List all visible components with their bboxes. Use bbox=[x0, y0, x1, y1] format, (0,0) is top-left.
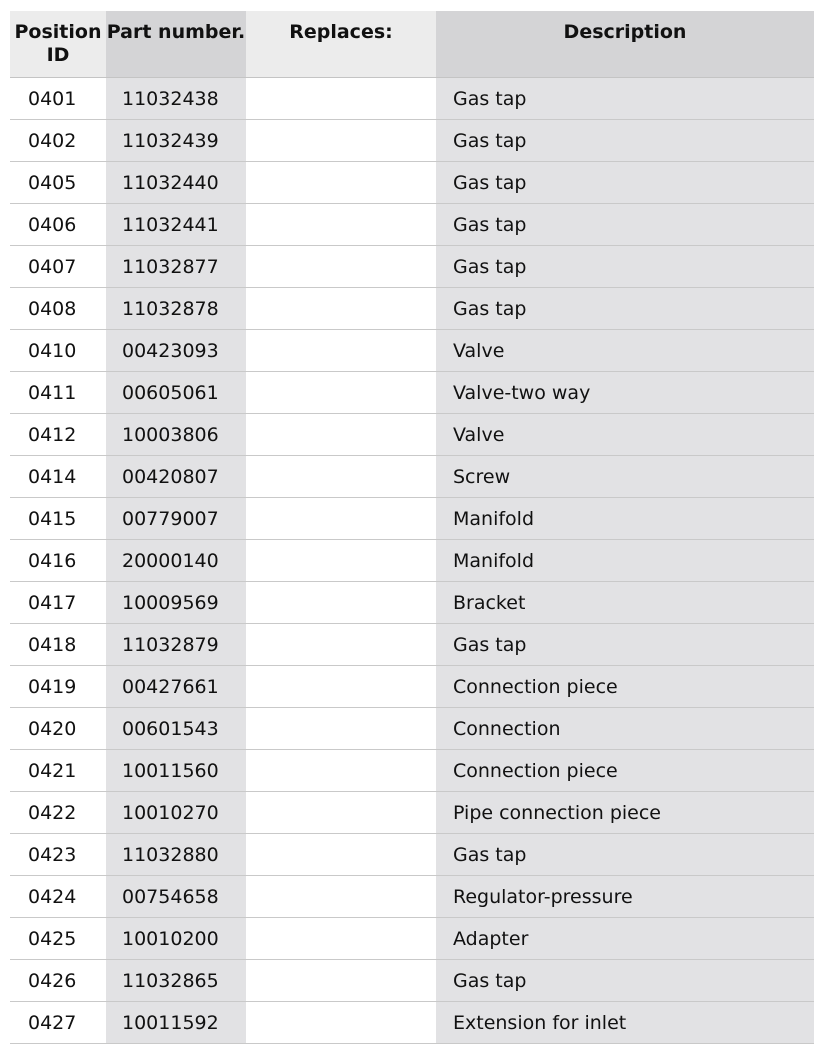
replaces-cell bbox=[246, 414, 436, 456]
description-cell: Gas tap bbox=[436, 960, 814, 1002]
replaces-cell bbox=[246, 330, 436, 372]
table-row bbox=[10, 666, 814, 708]
replaces-cell bbox=[246, 456, 436, 498]
table-row bbox=[10, 78, 814, 120]
position-id-cell: 0405 bbox=[10, 162, 106, 204]
part-number-cell: 10011592 bbox=[106, 1002, 246, 1044]
table-row bbox=[10, 120, 814, 162]
position-id-cell: 0419 bbox=[10, 666, 106, 708]
description-cell: Gas tap bbox=[436, 204, 814, 246]
column-header-part-number-label: Part number. bbox=[106, 21, 246, 43]
description-cell: Gas tap bbox=[436, 120, 814, 162]
replaces-cell bbox=[246, 708, 436, 750]
table-row bbox=[10, 1002, 814, 1044]
replaces-cell bbox=[246, 960, 436, 1002]
table-row bbox=[10, 918, 814, 960]
position-id-cell: 0423 bbox=[10, 834, 106, 876]
position-id-cell: 0407 bbox=[10, 246, 106, 288]
description-cell: Connection piece bbox=[436, 750, 814, 792]
part-number-cell: 10010200 bbox=[106, 918, 246, 960]
table-row bbox=[10, 498, 814, 540]
replaces-cell bbox=[246, 498, 436, 540]
part-number-cell: 11032877 bbox=[106, 246, 246, 288]
table-row bbox=[10, 750, 814, 792]
replaces-cell bbox=[246, 1002, 436, 1044]
position-id-cell: 0414 bbox=[10, 456, 106, 498]
replaces-cell bbox=[246, 792, 436, 834]
table-row bbox=[10, 960, 814, 1002]
description-cell: Gas tap bbox=[436, 288, 814, 330]
column-header-description bbox=[436, 11, 814, 78]
replaces-cell bbox=[246, 246, 436, 288]
part-number-cell: 00423093 bbox=[106, 330, 246, 372]
description-cell: Valve bbox=[436, 330, 814, 372]
description-cell: Gas tap bbox=[436, 246, 814, 288]
part-number-cell: 11032879 bbox=[106, 624, 246, 666]
position-id-cell: 0425 bbox=[10, 918, 106, 960]
part-number-cell: 11032439 bbox=[106, 120, 246, 162]
description-cell: Valve-two way bbox=[436, 372, 814, 414]
description-cell: Bracket bbox=[436, 582, 814, 624]
table-row bbox=[10, 414, 814, 456]
table-row bbox=[10, 624, 814, 666]
description-cell: Screw bbox=[436, 456, 814, 498]
description-cell: Gas tap bbox=[436, 78, 814, 120]
table-body bbox=[10, 78, 814, 1044]
replaces-cell bbox=[246, 750, 436, 792]
part-number-cell: 11032865 bbox=[106, 960, 246, 1002]
position-id-cell: 0406 bbox=[10, 204, 106, 246]
part-number-cell: 10009569 bbox=[106, 582, 246, 624]
table-row bbox=[10, 834, 814, 876]
part-number-cell: 11032438 bbox=[106, 78, 246, 120]
replaces-cell bbox=[246, 876, 436, 918]
description-cell: Gas tap bbox=[436, 624, 814, 666]
description-cell: Adapter bbox=[436, 918, 814, 960]
position-id-cell: 0408 bbox=[10, 288, 106, 330]
column-header-replaces-label: Replaces: bbox=[289, 21, 393, 43]
header-row bbox=[10, 11, 814, 78]
table-row bbox=[10, 288, 814, 330]
replaces-cell bbox=[246, 78, 436, 120]
position-id-cell: 0422 bbox=[10, 792, 106, 834]
column-header-position-id bbox=[10, 11, 106, 78]
table-row bbox=[10, 876, 814, 918]
position-id-cell: 0424 bbox=[10, 876, 106, 918]
part-number-cell: 00427661 bbox=[106, 666, 246, 708]
position-id-cell: 0412 bbox=[10, 414, 106, 456]
description-cell: Gas tap bbox=[436, 834, 814, 876]
position-id-cell: 0418 bbox=[10, 624, 106, 666]
description-cell: Manifold bbox=[436, 498, 814, 540]
position-id-cell: 0410 bbox=[10, 330, 106, 372]
column-header-description-label: Description bbox=[563, 21, 687, 43]
position-id-cell: 0411 bbox=[10, 372, 106, 414]
column-header-part-number bbox=[106, 11, 246, 78]
description-cell: Connection bbox=[436, 708, 814, 750]
description-cell: Valve bbox=[436, 414, 814, 456]
table-row bbox=[10, 162, 814, 204]
table-row bbox=[10, 792, 814, 834]
table-row bbox=[10, 582, 814, 624]
description-cell: Pipe connection piece bbox=[436, 792, 814, 834]
replaces-cell bbox=[246, 582, 436, 624]
part-number-cell: 00754658 bbox=[106, 876, 246, 918]
description-cell: Manifold bbox=[436, 540, 814, 582]
part-number-cell: 11032880 bbox=[106, 834, 246, 876]
table-row bbox=[10, 540, 814, 582]
position-id-cell: 0415 bbox=[10, 498, 106, 540]
replaces-cell bbox=[246, 918, 436, 960]
position-id-cell: 0402 bbox=[10, 120, 106, 162]
column-header-replaces bbox=[246, 11, 436, 78]
position-id-cell: 0416 bbox=[10, 540, 106, 582]
part-number-cell: 10011560 bbox=[106, 750, 246, 792]
description-cell: Gas tap bbox=[436, 162, 814, 204]
replaces-cell bbox=[246, 162, 436, 204]
replaces-cell bbox=[246, 372, 436, 414]
part-number-cell: 11032441 bbox=[106, 204, 246, 246]
replaces-cell bbox=[246, 120, 436, 162]
replaces-cell bbox=[246, 834, 436, 876]
replaces-cell bbox=[246, 288, 436, 330]
position-id-cell: 0417 bbox=[10, 582, 106, 624]
description-cell: Regulator-pressure bbox=[436, 876, 814, 918]
table-row bbox=[10, 456, 814, 498]
table-row bbox=[10, 204, 814, 246]
table-row bbox=[10, 246, 814, 288]
table-header bbox=[10, 11, 814, 78]
replaces-cell bbox=[246, 666, 436, 708]
position-id-cell: 0421 bbox=[10, 750, 106, 792]
position-id-cell: 0426 bbox=[10, 960, 106, 1002]
description-cell: Extension for inlet bbox=[436, 1002, 814, 1044]
part-number-cell: 00420807 bbox=[106, 456, 246, 498]
replaces-cell bbox=[246, 624, 436, 666]
part-number-cell: 11032440 bbox=[106, 162, 246, 204]
position-id-cell: 0420 bbox=[10, 708, 106, 750]
part-number-cell: 10003806 bbox=[106, 414, 246, 456]
position-id-cell: 0401 bbox=[10, 78, 106, 120]
replaces-cell bbox=[246, 540, 436, 582]
part-number-cell: 11032878 bbox=[106, 288, 246, 330]
table-row bbox=[10, 708, 814, 750]
parts-table bbox=[10, 11, 814, 1044]
part-number-cell: 00601543 bbox=[106, 708, 246, 750]
part-number-cell: 00605061 bbox=[106, 372, 246, 414]
table-row bbox=[10, 372, 814, 414]
column-header-position-id-label: Position ID bbox=[14, 21, 102, 66]
replaces-cell bbox=[246, 204, 436, 246]
position-id-cell: 0427 bbox=[10, 1002, 106, 1044]
part-number-cell: 10010270 bbox=[106, 792, 246, 834]
part-number-cell: 20000140 bbox=[106, 540, 246, 582]
description-cell: Connection piece bbox=[436, 666, 814, 708]
table-row bbox=[10, 330, 814, 372]
part-number-cell: 00779007 bbox=[106, 498, 246, 540]
